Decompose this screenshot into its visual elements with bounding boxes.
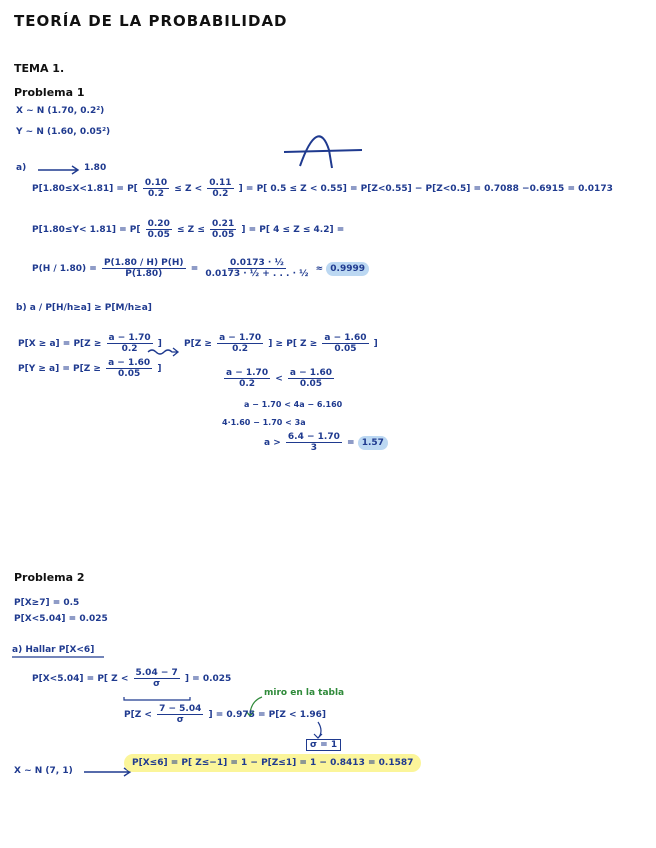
br-line: [184, 333, 378, 354]
l2-frac-1: $\frac{0.20}{0.05}$: [147, 219, 170, 240]
final-answer-line: [124, 758, 421, 768]
sigma-value: σ = 1: [306, 739, 341, 751]
sigma-box: [306, 740, 341, 750]
br-pre: P[Z ≥: [184, 339, 212, 349]
given-2: P[X<5.04] = 0.025: [14, 614, 108, 624]
tema-label: TEMA 1.: [14, 62, 65, 75]
x-dist-2: X ~ N (7, 1): [14, 766, 73, 776]
fin-eq: =: [347, 438, 355, 448]
part-b-line: b) a / P[H/h≥a] ≥ P[M/h≥a]: [16, 303, 152, 313]
s1-post: ] = 0.025: [184, 674, 232, 684]
fin-frac: $\frac{6.4 - 1.70}{3}$: [287, 432, 340, 453]
s2-pre: P[Z <: [124, 710, 152, 720]
l2-pre: P[1.80≤Y< 1.81] = P[: [32, 225, 141, 235]
problem-1-heading: Problema 1: [14, 86, 85, 99]
l3-frac-1: $\frac{P(1.80 / H) P(H)}{P(1.80)}$: [103, 258, 184, 279]
fin-pre: a >: [264, 438, 281, 448]
br-post: ]: [373, 339, 378, 349]
arrow-a: [38, 166, 78, 174]
page-title: TEORÍA DE LA PROBABILIDAD: [14, 12, 288, 30]
step-1: a − 1.70 < 4a − 6.160: [244, 400, 343, 409]
inequality-line: [222, 368, 336, 389]
by-frac: $\frac{a - 1.60}{0.05}$: [108, 358, 151, 379]
final-a-line: [264, 432, 388, 453]
br-mid: ] ≥ P[ Z ≥: [268, 339, 318, 349]
bx-post: ]: [157, 339, 162, 349]
s2-frac: $\frac{7 - 5.04}{\sigma}$: [159, 704, 202, 725]
given-1: P[X≥7] = 0.5: [14, 598, 80, 608]
bx-pre: P[X ≥ a] = P[Z ≥: [18, 339, 102, 349]
ineq-lt: <: [275, 374, 283, 384]
underbrace: [124, 697, 190, 700]
bayes-result: 0.9999: [326, 262, 369, 276]
by-pre: P[Y ≥ a] = P[Z ≥: [18, 364, 101, 374]
line-3-bayes: [32, 258, 369, 279]
problem-2-heading: Problema 2: [14, 571, 85, 584]
ineq-frac-1: $\frac{a - 1.70}{0.2}$: [226, 368, 269, 389]
ineq-frac-2: $\frac{a - 1.60}{0.05}$: [289, 368, 333, 389]
by-post: ]: [157, 364, 162, 374]
bx-line: [18, 333, 162, 354]
by-line: [18, 358, 161, 379]
l2-post: ] = P[ 4 ≤ Z ≤ 4.2] =: [241, 225, 345, 235]
x-distribution: X ~ N (1.70, 0.2²): [16, 106, 105, 116]
l3-pre: P(H / 1.80) =: [32, 264, 97, 274]
table-note: miro en la tabla: [264, 688, 345, 698]
part-a-find: a) Hallar P[X<6]: [12, 645, 95, 655]
l1-pre: P[1.80≤X<1.81] = P[: [32, 184, 138, 194]
s1-frac: $\frac{5.04 - 7}{\sigma}$: [135, 668, 178, 689]
br-frac-2: $\frac{a - 1.60}{0.05}$: [324, 333, 367, 354]
arrow-final: [84, 768, 130, 776]
line-2: [32, 219, 344, 240]
p2-step-1: [32, 668, 231, 689]
l3-frac-2: $\frac{\text{0.0173 · ½}}{\text{0.0173 · ½ + . . . · ½}}$: [205, 258, 309, 279]
l3-approx: ≈: [315, 264, 324, 274]
part-a-label: a): [16, 163, 27, 173]
final-answer: P[X≤6] = P[ Z≤−1] = 1 − P[Z≤1] = 1 − 0.8413 = 0.1587: [124, 754, 421, 772]
l1-post: ] = P[ 0.5 ≤ Z < 0.55] = P[Z<0.55] − P[Z<0.5] = 0.7088 −0.6915 = 0.0173: [238, 184, 613, 194]
l1-frac-2: $\frac{0.11}{0.2}$: [209, 178, 232, 199]
br-frac-1: $\frac{a - 1.70}{0.2}$: [219, 333, 262, 354]
bell-curve-baseline: [284, 150, 362, 152]
bx-frac: $\frac{a - 1.70}{0.2}$: [108, 333, 151, 354]
l2-frac-2: $\frac{0.21}{0.05}$: [212, 219, 235, 240]
s1-pre: P[X<5.04] = P[ Z <: [32, 674, 129, 684]
a-result: 1.57: [358, 436, 388, 450]
y-distribution: Y ~ N (1.60, 0.05²): [16, 127, 111, 137]
l1-frac-1: $\frac{0.10}{0.2}$: [144, 178, 168, 199]
l3-eq: =: [190, 264, 199, 274]
step-2: 4·1.60 − 1.70 < 3a: [222, 418, 306, 427]
line-1: [32, 178, 613, 199]
s2-post: ] = 0.975 = P[Z < 1.96]: [208, 710, 327, 720]
l1-mid: ≤ Z <: [174, 184, 203, 194]
part-a-value: 1.80: [84, 163, 107, 173]
l2-mid: ≤ Z ≤: [176, 225, 205, 235]
p2-step-2: [124, 704, 326, 725]
